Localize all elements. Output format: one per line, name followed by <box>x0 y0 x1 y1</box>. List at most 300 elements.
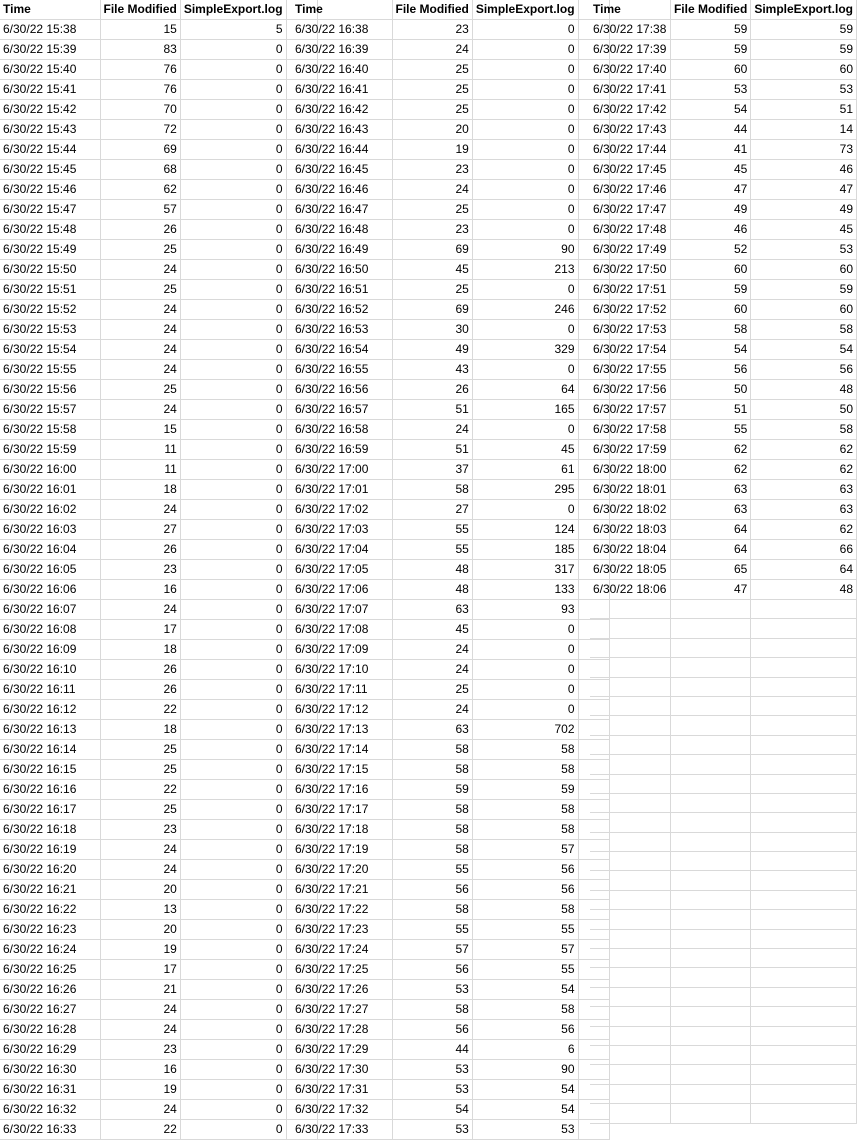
time-cell[interactable]: 6/30/22 15:44 <box>0 140 100 160</box>
time-cell[interactable]: 6/30/22 15:40 <box>0 60 100 80</box>
simpleexport-cell[interactable]: 0 <box>180 540 286 560</box>
time-cell[interactable]: 6/30/22 17:59 <box>590 440 670 460</box>
file-modified-cell[interactable]: 60 <box>670 300 750 320</box>
empty-cell[interactable] <box>670 716 750 735</box>
file-modified-cell[interactable]: 26 <box>100 680 180 700</box>
simpleexport-cell[interactable]: 53 <box>751 80 857 100</box>
file-modified-cell[interactable]: 25 <box>392 80 472 100</box>
file-modified-cell[interactable]: 51 <box>392 440 472 460</box>
simpleexport-cell[interactable]: 329 <box>472 340 578 360</box>
file-modified-cell[interactable]: 24 <box>100 840 180 860</box>
time-cell[interactable]: 6/30/22 17:32 <box>292 1100 392 1120</box>
empty-cell[interactable] <box>670 832 750 851</box>
file-modified-cell[interactable]: 69 <box>392 240 472 260</box>
time-cell[interactable]: 6/30/22 17:16 <box>292 780 392 800</box>
simpleexport-cell[interactable]: 54 <box>751 340 857 360</box>
empty-cell[interactable] <box>670 658 750 677</box>
simpleexport-cell[interactable]: 58 <box>472 820 578 840</box>
simpleexport-cell[interactable]: 0 <box>472 620 578 640</box>
file-modified-cell[interactable]: 58 <box>392 760 472 780</box>
time-cell[interactable]: 6/30/22 17:48 <box>590 220 670 240</box>
empty-cell[interactable] <box>590 929 670 948</box>
file-modified-cell[interactable]: 59 <box>670 40 750 60</box>
simpleexport-cell[interactable]: 0 <box>180 1000 286 1020</box>
time-cell[interactable]: 6/30/22 16:06 <box>0 580 100 600</box>
file-modified-cell[interactable]: 63 <box>670 500 750 520</box>
simpleexport-cell[interactable]: 0 <box>180 180 286 200</box>
time-cell[interactable]: 6/30/22 15:55 <box>0 360 100 380</box>
empty-cell[interactable] <box>751 696 857 715</box>
simpleexport-cell[interactable]: 0 <box>180 160 286 180</box>
file-modified-cell[interactable]: 56 <box>392 960 472 980</box>
time-cell[interactable]: 6/30/22 16:51 <box>292 280 392 300</box>
simpleexport-cell[interactable]: 64 <box>472 380 578 400</box>
file-modified-cell[interactable]: 54 <box>392 1100 472 1120</box>
empty-cell[interactable] <box>670 1104 750 1123</box>
empty-cell[interactable] <box>751 832 857 851</box>
simpleexport-cell[interactable]: 66 <box>751 540 857 560</box>
empty-cell[interactable] <box>590 949 670 968</box>
simpleexport-cell[interactable]: 165 <box>472 400 578 420</box>
file-modified-cell[interactable]: 63 <box>392 600 472 620</box>
time-cell[interactable]: 6/30/22 16:08 <box>0 620 100 640</box>
simpleexport-cell[interactable]: 0 <box>180 400 286 420</box>
file-modified-cell[interactable]: 55 <box>392 520 472 540</box>
empty-cell[interactable] <box>751 755 857 774</box>
time-cell[interactable]: 6/30/22 16:30 <box>0 1060 100 1080</box>
simpleexport-cell[interactable]: 317 <box>472 560 578 580</box>
time-cell[interactable]: 6/30/22 16:42 <box>292 100 392 120</box>
simpleexport-cell[interactable]: 0 <box>180 440 286 460</box>
simpleexport-cell[interactable]: 0 <box>472 160 578 180</box>
time-cell[interactable]: 6/30/22 17:13 <box>292 720 392 740</box>
time-cell[interactable]: 6/30/22 17:09 <box>292 640 392 660</box>
file-modified-cell[interactable]: 25 <box>100 800 180 820</box>
simpleexport-cell[interactable]: 48 <box>751 380 857 400</box>
file-modified-cell[interactable]: 50 <box>670 380 750 400</box>
empty-cell[interactable] <box>751 658 857 677</box>
simpleexport-cell[interactable]: 73 <box>751 140 857 160</box>
simpleexport-cell[interactable]: 54 <box>472 980 578 1000</box>
header-simpleexport-log[interactable]: SimpleExport.log <box>751 0 857 20</box>
file-modified-cell[interactable]: 16 <box>100 1060 180 1080</box>
simpleexport-cell[interactable]: 58 <box>472 800 578 820</box>
time-cell[interactable]: 6/30/22 17:20 <box>292 860 392 880</box>
time-cell[interactable]: 6/30/22 16:25 <box>0 960 100 980</box>
empty-cell[interactable] <box>590 852 670 871</box>
empty-cell[interactable] <box>670 949 750 968</box>
time-cell[interactable]: 6/30/22 17:17 <box>292 800 392 820</box>
file-modified-cell[interactable]: 45 <box>392 620 472 640</box>
file-modified-cell[interactable]: 62 <box>100 180 180 200</box>
file-modified-cell[interactable]: 11 <box>100 460 180 480</box>
empty-cell[interactable] <box>751 910 857 929</box>
time-cell[interactable]: 6/30/22 17:49 <box>590 240 670 260</box>
time-cell[interactable]: 6/30/22 17:11 <box>292 680 392 700</box>
simpleexport-cell[interactable]: 61 <box>472 460 578 480</box>
empty-cell[interactable] <box>590 735 670 754</box>
time-cell[interactable]: 6/30/22 15:49 <box>0 240 100 260</box>
simpleexport-cell[interactable]: 5 <box>180 20 286 40</box>
header-file-modified[interactable]: File Modified <box>392 0 472 20</box>
simpleexport-cell[interactable]: 0 <box>472 60 578 80</box>
time-cell[interactable]: 6/30/22 17:31 <box>292 1080 392 1100</box>
file-modified-cell[interactable]: 23 <box>392 160 472 180</box>
time-cell[interactable]: 6/30/22 17:18 <box>292 820 392 840</box>
simpleexport-cell[interactable]: 60 <box>751 60 857 80</box>
simpleexport-cell[interactable]: 0 <box>180 1120 286 1140</box>
simpleexport-cell[interactable]: 0 <box>180 480 286 500</box>
simpleexport-cell[interactable]: 0 <box>180 580 286 600</box>
time-cell[interactable]: 6/30/22 16:27 <box>0 1000 100 1020</box>
simpleexport-cell[interactable]: 0 <box>180 220 286 240</box>
simpleexport-cell[interactable]: 0 <box>472 120 578 140</box>
simpleexport-cell[interactable]: 0 <box>472 200 578 220</box>
simpleexport-cell[interactable]: 0 <box>180 420 286 440</box>
file-modified-cell[interactable]: 72 <box>100 120 180 140</box>
empty-cell[interactable] <box>590 677 670 696</box>
file-modified-cell[interactable]: 19 <box>100 940 180 960</box>
time-cell[interactable]: 6/30/22 16:26 <box>0 980 100 1000</box>
time-cell[interactable]: 6/30/22 16:03 <box>0 520 100 540</box>
empty-cell[interactable] <box>590 1007 670 1026</box>
file-modified-cell[interactable]: 59 <box>670 20 750 40</box>
file-modified-cell[interactable]: 30 <box>392 320 472 340</box>
simpleexport-cell[interactable]: 62 <box>751 440 857 460</box>
simpleexport-cell[interactable]: 64 <box>751 560 857 580</box>
file-modified-cell[interactable]: 47 <box>670 580 750 600</box>
time-cell[interactable]: 6/30/22 18:06 <box>590 580 670 600</box>
file-modified-cell[interactable]: 26 <box>100 220 180 240</box>
file-modified-cell[interactable]: 53 <box>392 1120 472 1140</box>
simpleexport-cell[interactable]: 59 <box>751 280 857 300</box>
simpleexport-cell[interactable]: 51 <box>751 100 857 120</box>
simpleexport-cell[interactable]: 0 <box>180 920 286 940</box>
time-cell[interactable]: 6/30/22 16:46 <box>292 180 392 200</box>
file-modified-cell[interactable]: 18 <box>100 480 180 500</box>
empty-cell[interactable] <box>751 1065 857 1084</box>
time-cell[interactable]: 6/30/22 15:41 <box>0 80 100 100</box>
time-cell[interactable]: 6/30/22 17:43 <box>590 120 670 140</box>
simpleexport-cell[interactable]: 0 <box>472 100 578 120</box>
simpleexport-cell[interactable]: 90 <box>472 1060 578 1080</box>
file-modified-cell[interactable]: 22 <box>100 1120 180 1140</box>
file-modified-cell[interactable]: 20 <box>100 880 180 900</box>
simpleexport-cell[interactable]: 0 <box>472 180 578 200</box>
simpleexport-cell[interactable]: 59 <box>472 780 578 800</box>
file-modified-cell[interactable]: 59 <box>392 780 472 800</box>
time-cell[interactable]: 6/30/22 16:05 <box>0 560 100 580</box>
time-cell[interactable]: 6/30/22 17:52 <box>590 300 670 320</box>
empty-cell[interactable] <box>670 929 750 948</box>
simpleexport-cell[interactable]: 0 <box>180 60 286 80</box>
file-modified-cell[interactable]: 47 <box>670 180 750 200</box>
time-cell[interactable]: 6/30/22 16:40 <box>292 60 392 80</box>
empty-cell[interactable] <box>590 793 670 812</box>
simpleexport-cell[interactable]: 0 <box>472 680 578 700</box>
file-modified-cell[interactable]: 21 <box>100 980 180 1000</box>
simpleexport-cell[interactable]: 0 <box>180 960 286 980</box>
time-cell[interactable]: 6/30/22 16:57 <box>292 400 392 420</box>
time-cell[interactable]: 6/30/22 17:07 <box>292 600 392 620</box>
empty-cell[interactable] <box>590 832 670 851</box>
file-modified-cell[interactable]: 62 <box>670 460 750 480</box>
time-cell[interactable]: 6/30/22 17:29 <box>292 1040 392 1060</box>
file-modified-cell[interactable]: 58 <box>392 740 472 760</box>
simpleexport-cell[interactable]: 6 <box>472 1040 578 1060</box>
time-cell[interactable]: 6/30/22 17:24 <box>292 940 392 960</box>
file-modified-cell[interactable]: 45 <box>670 160 750 180</box>
time-cell[interactable]: 6/30/22 16:15 <box>0 760 100 780</box>
time-cell[interactable]: 6/30/22 15:45 <box>0 160 100 180</box>
file-modified-cell[interactable]: 76 <box>100 80 180 100</box>
time-cell[interactable]: 6/30/22 16:56 <box>292 380 392 400</box>
file-modified-cell[interactable]: 24 <box>100 1100 180 1120</box>
empty-cell[interactable] <box>670 910 750 929</box>
simpleexport-cell[interactable]: 295 <box>472 480 578 500</box>
time-cell[interactable]: 6/30/22 17:40 <box>590 60 670 80</box>
file-modified-cell[interactable]: 18 <box>100 720 180 740</box>
empty-cell[interactable] <box>751 1007 857 1026</box>
empty-cell[interactable] <box>670 1007 750 1026</box>
simpleexport-cell[interactable]: 46 <box>751 160 857 180</box>
time-cell[interactable]: 6/30/22 16:20 <box>0 860 100 880</box>
time-cell[interactable]: 6/30/22 16:55 <box>292 360 392 380</box>
simpleexport-cell[interactable]: 14 <box>751 120 857 140</box>
simpleexport-cell[interactable]: 45 <box>751 220 857 240</box>
file-modified-cell[interactable]: 45 <box>392 260 472 280</box>
empty-cell[interactable] <box>590 658 670 677</box>
file-modified-cell[interactable]: 20 <box>100 920 180 940</box>
empty-cell[interactable] <box>590 1045 670 1064</box>
empty-cell[interactable] <box>590 600 670 619</box>
empty-cell[interactable] <box>590 910 670 929</box>
simpleexport-cell[interactable]: 0 <box>472 20 578 40</box>
time-cell[interactable]: 6/30/22 15:58 <box>0 420 100 440</box>
file-modified-cell[interactable]: 25 <box>392 280 472 300</box>
time-cell[interactable]: 6/30/22 16:58 <box>292 420 392 440</box>
time-cell[interactable]: 6/30/22 16:33 <box>0 1120 100 1140</box>
simpleexport-cell[interactable]: 0 <box>180 740 286 760</box>
simpleexport-cell[interactable]: 62 <box>751 460 857 480</box>
file-modified-cell[interactable]: 23 <box>100 560 180 580</box>
file-modified-cell[interactable]: 24 <box>100 320 180 340</box>
file-modified-cell[interactable]: 55 <box>392 860 472 880</box>
simpleexport-cell[interactable]: 0 <box>180 40 286 60</box>
time-cell[interactable]: 6/30/22 17:56 <box>590 380 670 400</box>
simpleexport-cell[interactable]: 0 <box>180 140 286 160</box>
time-cell[interactable]: 6/30/22 15:46 <box>0 180 100 200</box>
file-modified-cell[interactable]: 55 <box>392 920 472 940</box>
time-cell[interactable]: 6/30/22 16:43 <box>292 120 392 140</box>
time-cell[interactable]: 6/30/22 17:25 <box>292 960 392 980</box>
simpleexport-cell[interactable]: 53 <box>751 240 857 260</box>
time-cell[interactable]: 6/30/22 17:14 <box>292 740 392 760</box>
empty-cell[interactable] <box>751 1104 857 1123</box>
simpleexport-cell[interactable]: 0 <box>180 620 286 640</box>
simpleexport-cell[interactable]: 0 <box>180 940 286 960</box>
simpleexport-cell[interactable]: 0 <box>180 360 286 380</box>
simpleexport-cell[interactable]: 0 <box>472 500 578 520</box>
file-modified-cell[interactable]: 22 <box>100 700 180 720</box>
file-modified-cell[interactable]: 24 <box>100 860 180 880</box>
time-cell[interactable]: 6/30/22 17:55 <box>590 360 670 380</box>
empty-cell[interactable] <box>751 638 857 657</box>
empty-cell[interactable] <box>590 890 670 909</box>
time-cell[interactable]: 6/30/22 16:23 <box>0 920 100 940</box>
empty-cell[interactable] <box>670 774 750 793</box>
time-cell[interactable]: 6/30/22 16:28 <box>0 1020 100 1040</box>
empty-cell[interactable] <box>590 716 670 735</box>
simpleexport-cell[interactable]: 0 <box>180 560 286 580</box>
empty-cell[interactable] <box>590 1104 670 1123</box>
simpleexport-cell[interactable]: 62 <box>751 520 857 540</box>
file-modified-cell[interactable]: 19 <box>392 140 472 160</box>
empty-cell[interactable] <box>590 1026 670 1045</box>
file-modified-cell[interactable]: 25 <box>100 280 180 300</box>
time-cell[interactable]: 6/30/22 17:58 <box>590 420 670 440</box>
simpleexport-cell[interactable]: 59 <box>751 20 857 40</box>
empty-cell[interactable] <box>670 813 750 832</box>
file-modified-cell[interactable]: 37 <box>392 460 472 480</box>
time-cell[interactable]: 6/30/22 15:54 <box>0 340 100 360</box>
file-modified-cell[interactable]: 13 <box>100 900 180 920</box>
file-modified-cell[interactable]: 24 <box>392 640 472 660</box>
simpleexport-cell[interactable]: 0 <box>180 640 286 660</box>
file-modified-cell[interactable]: 58 <box>392 480 472 500</box>
simpleexport-cell[interactable]: 50 <box>751 400 857 420</box>
time-cell[interactable]: 6/30/22 17:05 <box>292 560 392 580</box>
file-modified-cell[interactable]: 23 <box>392 20 472 40</box>
file-modified-cell[interactable]: 65 <box>670 560 750 580</box>
simpleexport-cell[interactable]: 0 <box>180 100 286 120</box>
time-cell[interactable]: 6/30/22 17:57 <box>590 400 670 420</box>
time-cell[interactable]: 6/30/22 16:52 <box>292 300 392 320</box>
file-modified-cell[interactable]: 25 <box>100 760 180 780</box>
empty-cell[interactable] <box>670 677 750 696</box>
time-cell[interactable]: 6/30/22 17:30 <box>292 1060 392 1080</box>
simpleexport-cell[interactable]: 57 <box>472 940 578 960</box>
simpleexport-cell[interactable]: 0 <box>180 200 286 220</box>
time-cell[interactable]: 6/30/22 15:56 <box>0 380 100 400</box>
time-cell[interactable]: 6/30/22 17:28 <box>292 1020 392 1040</box>
simpleexport-cell[interactable]: 0 <box>180 260 286 280</box>
time-cell[interactable]: 6/30/22 17:10 <box>292 660 392 680</box>
file-modified-cell[interactable]: 58 <box>392 840 472 860</box>
time-cell[interactable]: 6/30/22 16:50 <box>292 260 392 280</box>
empty-cell[interactable] <box>590 987 670 1006</box>
file-modified-cell[interactable]: 83 <box>100 40 180 60</box>
simpleexport-cell[interactable]: 53 <box>472 1120 578 1140</box>
simpleexport-cell[interactable]: 0 <box>180 280 286 300</box>
time-cell[interactable]: 6/30/22 15:48 <box>0 220 100 240</box>
time-cell[interactable]: 6/30/22 16:11 <box>0 680 100 700</box>
file-modified-cell[interactable]: 22 <box>100 780 180 800</box>
file-modified-cell[interactable]: 25 <box>100 240 180 260</box>
time-cell[interactable]: 6/30/22 17:08 <box>292 620 392 640</box>
time-cell[interactable]: 6/30/22 17:38 <box>590 20 670 40</box>
simpleexport-cell[interactable]: 49 <box>751 200 857 220</box>
time-cell[interactable]: 6/30/22 17:27 <box>292 1000 392 1020</box>
file-modified-cell[interactable]: 24 <box>392 660 472 680</box>
simpleexport-cell[interactable]: 0 <box>180 240 286 260</box>
simpleexport-cell[interactable]: 0 <box>180 1060 286 1080</box>
time-cell[interactable]: 6/30/22 15:43 <box>0 120 100 140</box>
simpleexport-cell[interactable]: 0 <box>472 420 578 440</box>
file-modified-cell[interactable]: 63 <box>392 720 472 740</box>
empty-cell[interactable] <box>751 987 857 1006</box>
empty-cell[interactable] <box>590 1084 670 1103</box>
simpleexport-cell[interactable]: 54 <box>472 1100 578 1120</box>
time-cell[interactable]: 6/30/22 17:06 <box>292 580 392 600</box>
file-modified-cell[interactable]: 25 <box>100 380 180 400</box>
time-cell[interactable]: 6/30/22 15:50 <box>0 260 100 280</box>
time-cell[interactable]: 6/30/22 17:46 <box>590 180 670 200</box>
file-modified-cell[interactable]: 76 <box>100 60 180 80</box>
simpleexport-cell[interactable]: 55 <box>472 920 578 940</box>
simpleexport-cell[interactable]: 0 <box>472 320 578 340</box>
empty-cell[interactable] <box>590 871 670 890</box>
file-modified-cell[interactable]: 17 <box>100 620 180 640</box>
file-modified-cell[interactable]: 24 <box>100 260 180 280</box>
time-cell[interactable]: 6/30/22 16:12 <box>0 700 100 720</box>
time-cell[interactable]: 6/30/22 15:42 <box>0 100 100 120</box>
file-modified-cell[interactable]: 55 <box>670 420 750 440</box>
time-cell[interactable]: 6/30/22 18:05 <box>590 560 670 580</box>
empty-cell[interactable] <box>751 852 857 871</box>
simpleexport-cell[interactable]: 0 <box>180 380 286 400</box>
simpleexport-cell[interactable]: 0 <box>472 660 578 680</box>
empty-cell[interactable] <box>670 600 750 619</box>
simpleexport-cell[interactable]: 90 <box>472 240 578 260</box>
header-file-modified[interactable]: File Modified <box>670 0 750 20</box>
file-modified-cell[interactable]: 23 <box>100 1040 180 1060</box>
time-cell[interactable]: 6/30/22 15:39 <box>0 40 100 60</box>
file-modified-cell[interactable]: 53 <box>670 80 750 100</box>
empty-cell[interactable] <box>751 968 857 987</box>
simpleexport-cell[interactable]: 0 <box>180 460 286 480</box>
file-modified-cell[interactable]: 26 <box>100 540 180 560</box>
simpleexport-cell[interactable]: 0 <box>180 660 286 680</box>
file-modified-cell[interactable]: 58 <box>392 800 472 820</box>
simpleexport-cell[interactable]: 0 <box>180 680 286 700</box>
simpleexport-cell[interactable]: 0 <box>180 320 286 340</box>
file-modified-cell[interactable]: 24 <box>100 400 180 420</box>
header-time[interactable]: Time <box>590 0 670 20</box>
file-modified-cell[interactable]: 26 <box>100 660 180 680</box>
empty-cell[interactable] <box>751 716 857 735</box>
file-modified-cell[interactable]: 54 <box>670 340 750 360</box>
time-cell[interactable]: 6/30/22 16:01 <box>0 480 100 500</box>
file-modified-cell[interactable]: 60 <box>670 60 750 80</box>
empty-cell[interactable] <box>590 696 670 715</box>
file-modified-cell[interactable]: 25 <box>392 680 472 700</box>
file-modified-cell[interactable]: 69 <box>100 140 180 160</box>
file-modified-cell[interactable]: 24 <box>392 700 472 720</box>
simpleexport-cell[interactable]: 0 <box>472 360 578 380</box>
empty-cell[interactable] <box>751 735 857 754</box>
simpleexport-cell[interactable]: 185 <box>472 540 578 560</box>
file-modified-cell[interactable]: 41 <box>670 140 750 160</box>
time-cell[interactable]: 6/30/22 17:41 <box>590 80 670 100</box>
file-modified-cell[interactable]: 18 <box>100 640 180 660</box>
time-cell[interactable]: 6/30/22 16:22 <box>0 900 100 920</box>
simpleexport-cell[interactable]: 47 <box>751 180 857 200</box>
simpleexport-cell[interactable]: 63 <box>751 480 857 500</box>
header-time[interactable]: Time <box>0 0 100 20</box>
simpleexport-cell[interactable]: 0 <box>180 720 286 740</box>
file-modified-cell[interactable]: 68 <box>100 160 180 180</box>
